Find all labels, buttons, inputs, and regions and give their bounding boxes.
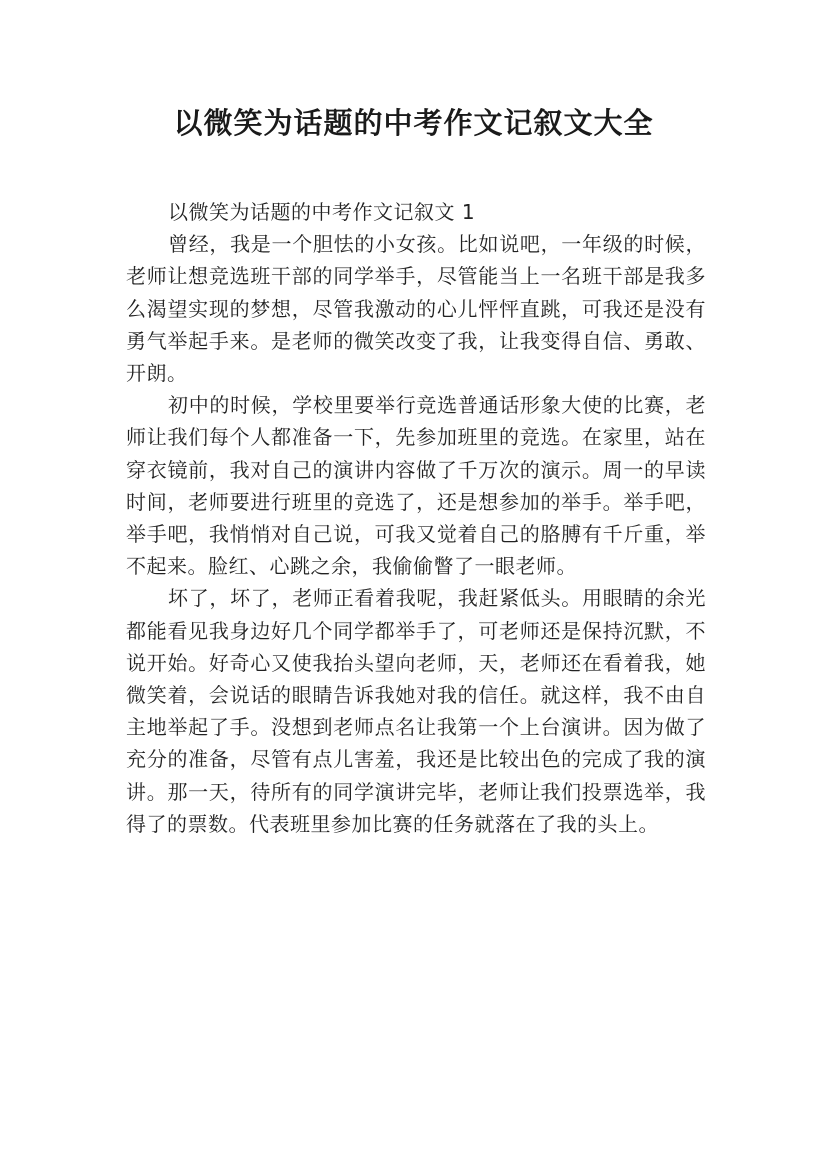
paragraph-3: 坏了，坏了，老师正看着我呢，我赶紧低头。用眼睛的余光都能看见我身边好几个同学都举手了，可老师还是保持沉默，不说开始。好奇心又使我抬头望向老师，天，老师还在看着我，她微笑着，会说话的眼睛告诉我她对我的信任。就这样，我不由自主地举起了手。没想到老师点名让我第一个上台演讲。因为做了充分的准备，尽管有点儿害羞，我还是比较出色的完成了我的演讲。那一天，待所有的同学演讲完毕，老师让我们投票选举，我得了的票数。代表班里参加比赛的任务就落在了我的头上。 [126, 586, 706, 836]
paragraph-2: 初中的时候，学校里要举行竞选普通话形象大使的比赛，老师让我们每个人都准备一下，先参加班里的竞选。在家里，站在穿衣镜前，我对自己的演讲内容做了千万次的演示。周一的早读时间，老师要进行班里的竞选了，还是想参加的举手。举手吧，举手吧，我悄悄对自己说，可我又觉着自己的胳膊有千斤重，举不起来。脸红、心跳之余，我偷偷瞥了一眼老师。 [126, 393, 706, 579]
section-heading: 以微笑为话题的中考作文记叙文 1 [168, 200, 476, 224]
document-body [126, 196, 706, 840]
document-title: 以微笑为话题的中考作文记叙文大全 [173, 106, 654, 140]
paragraph-1: 曾经，我是一个胆怯的小女孩。比如说吧，一年级的时候，老师让想竞选班干部的同学举手，尽管能当上一名班干部是我多么渴望实现的梦想，尽管我激动的心儿怦怦直跳，可我还是没有勇气举起手来。是老师的微笑改变了我，让我变得自信、勇敢、开朗。 [126, 232, 706, 386]
